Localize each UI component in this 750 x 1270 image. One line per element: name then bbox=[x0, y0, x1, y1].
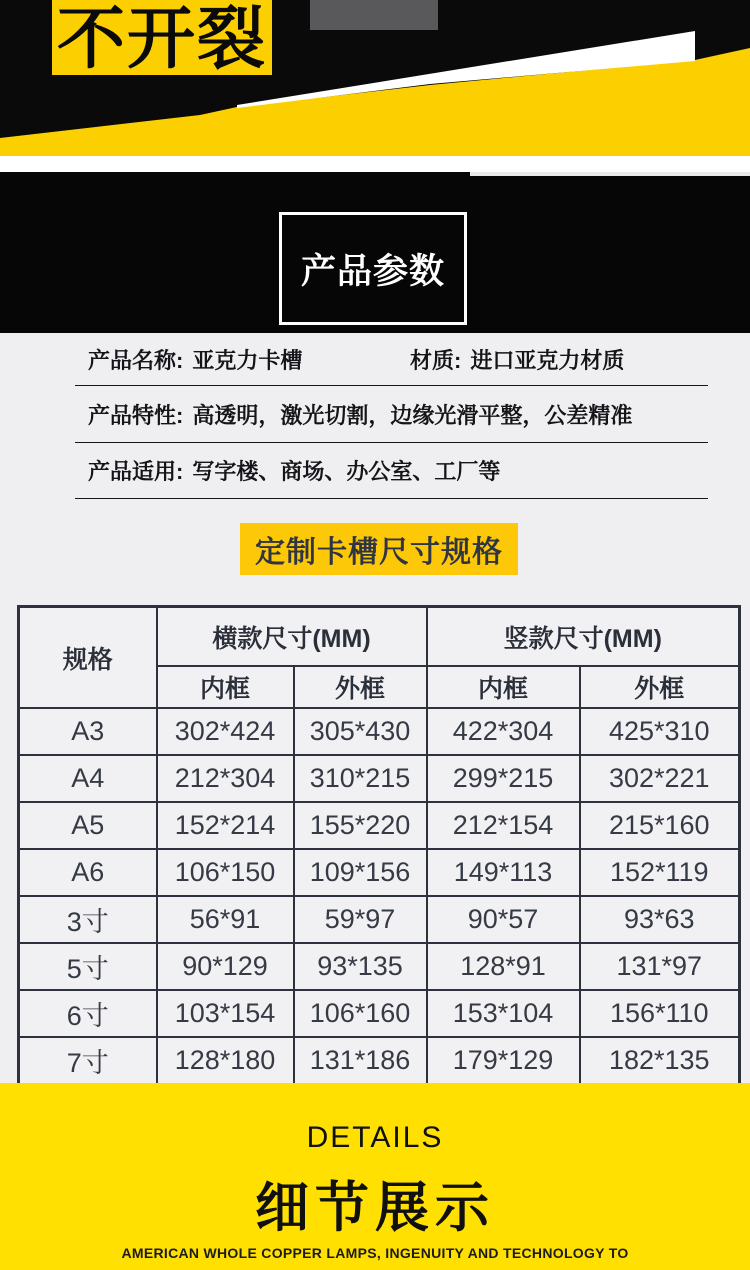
spec-size-cell: 93*135 bbox=[294, 943, 427, 990]
divider-band bbox=[0, 156, 750, 172]
spec-size-cell: 179*129 bbox=[427, 1037, 580, 1085]
info-label: 产品特性: bbox=[88, 402, 184, 428]
size-spec-table bbox=[17, 605, 741, 1086]
spec-name-cell: 7寸 bbox=[19, 1037, 157, 1085]
params-header-section bbox=[0, 172, 750, 333]
product-info-list bbox=[75, 333, 708, 499]
spec-size-cell: 106*160 bbox=[294, 990, 427, 1037]
spec-size-cell: 182*135 bbox=[580, 1037, 740, 1085]
col-header-spec: 规格 bbox=[19, 607, 157, 709]
spec-size-cell: 128*180 bbox=[157, 1037, 294, 1085]
col-header-vertical-size: 竖款尺寸(MM) bbox=[427, 607, 740, 667]
spec-size-cell: 149*113 bbox=[427, 849, 580, 896]
spec-size-cell: 155*220 bbox=[294, 802, 427, 849]
spec-size-cell: 215*160 bbox=[580, 802, 740, 849]
col-header-h-outer-frame: 外框 bbox=[294, 666, 427, 708]
spec-size-cell: 103*154 bbox=[157, 990, 294, 1037]
spec-table-head bbox=[19, 607, 740, 709]
details-section bbox=[0, 1083, 750, 1270]
spec-size-cell: 302*221 bbox=[580, 755, 740, 802]
spec-size-cell: 90*129 bbox=[157, 943, 294, 990]
spec-size-cell: 212*154 bbox=[427, 802, 580, 849]
details-cn-title: 细节展示 bbox=[255, 1178, 495, 1238]
spec-row bbox=[19, 943, 740, 990]
spec-size-cell: 153*104 bbox=[427, 990, 580, 1037]
spec-name-cell: A5 bbox=[19, 802, 157, 849]
spec-row bbox=[19, 849, 740, 896]
details-tagline: AMERICAN WHOLE COPPER LAMPS, INGENUITY AND TECHNOLOGY TO bbox=[121, 1245, 629, 1261]
spec-size-cell: 212*304 bbox=[157, 755, 294, 802]
spec-size-cell: 305*430 bbox=[294, 708, 427, 755]
params-title-box bbox=[279, 212, 467, 325]
spec-name-cell: 6寸 bbox=[19, 990, 157, 1037]
info-pair bbox=[88, 399, 632, 430]
params-title: 产品参数 bbox=[300, 251, 445, 291]
product-info-row bbox=[75, 333, 708, 386]
spec-size-cell: 152*119 bbox=[580, 849, 740, 896]
spec-header-row-groups bbox=[19, 607, 740, 667]
spec-row bbox=[19, 755, 740, 802]
info-pair bbox=[88, 344, 410, 375]
product-info-section bbox=[0, 333, 750, 1083]
gray-block-decoration bbox=[310, 0, 438, 30]
spec-size-cell: 128*91 bbox=[427, 943, 580, 990]
product-info-row bbox=[75, 386, 708, 443]
spec-name-cell: 5寸 bbox=[19, 943, 157, 990]
col-header-h-inner-frame: 内框 bbox=[157, 666, 294, 708]
product-info-row bbox=[75, 443, 708, 499]
info-pair bbox=[410, 344, 624, 375]
band-step-decoration bbox=[470, 172, 750, 176]
size-spec-title-box bbox=[240, 523, 518, 575]
spec-size-cell: 156*110 bbox=[580, 990, 740, 1037]
col-header-horizontal-size: 横款尺寸(MM) bbox=[157, 607, 427, 667]
spec-size-cell: 310*215 bbox=[294, 755, 427, 802]
spec-size-cell: 422*304 bbox=[427, 708, 580, 755]
spec-name-cell: A6 bbox=[19, 849, 157, 896]
info-label: 产品适用: bbox=[88, 459, 184, 484]
spec-row bbox=[19, 802, 740, 849]
spec-size-cell: 59*97 bbox=[294, 896, 427, 943]
spec-size-cell: 131*97 bbox=[580, 943, 740, 990]
spec-size-cell: 152*214 bbox=[157, 802, 294, 849]
spec-row bbox=[19, 1037, 740, 1085]
col-header-v-inner-frame: 内框 bbox=[427, 666, 580, 708]
spec-size-cell: 56*91 bbox=[157, 896, 294, 943]
spec-size-cell: 90*57 bbox=[427, 896, 580, 943]
info-label: 材质: bbox=[410, 347, 462, 373]
spec-size-cell: 106*150 bbox=[157, 849, 294, 896]
spec-size-cell: 93*63 bbox=[580, 896, 740, 943]
spec-row bbox=[19, 896, 740, 943]
info-value: 高透明，激光切割，边缘光滑平整，公差精准 bbox=[192, 402, 633, 428]
spec-name-cell: A4 bbox=[19, 755, 157, 802]
info-pair bbox=[88, 455, 500, 486]
info-value: 进口亚克力材质 bbox=[470, 347, 625, 373]
info-label: 产品名称: bbox=[88, 347, 184, 373]
spec-size-cell: 299*215 bbox=[427, 755, 580, 802]
spec-size-cell: 425*310 bbox=[580, 708, 740, 755]
details-en-title: DETAILS bbox=[306, 1121, 444, 1154]
spec-row bbox=[19, 990, 740, 1037]
col-header-v-outer-frame: 外框 bbox=[580, 666, 740, 708]
size-spec-title: 定制卡槽尺寸规格 bbox=[255, 536, 503, 569]
no-crack-badge-text: 不开裂 bbox=[56, 1, 267, 77]
info-value: 写字楼、商场、办公室、工厂等 bbox=[192, 459, 501, 484]
top-banner bbox=[0, 0, 750, 156]
no-crack-badge bbox=[52, 0, 272, 75]
spec-row bbox=[19, 708, 740, 755]
spec-size-cell: 302*424 bbox=[157, 708, 294, 755]
spec-name-cell: A3 bbox=[19, 708, 157, 755]
spec-size-cell: 109*156 bbox=[294, 849, 427, 896]
spec-name-cell: 3寸 bbox=[19, 896, 157, 943]
info-value: 亚克力卡槽 bbox=[192, 347, 303, 373]
spec-size-cell: 131*186 bbox=[294, 1037, 427, 1085]
spec-table-body bbox=[19, 708, 740, 1085]
